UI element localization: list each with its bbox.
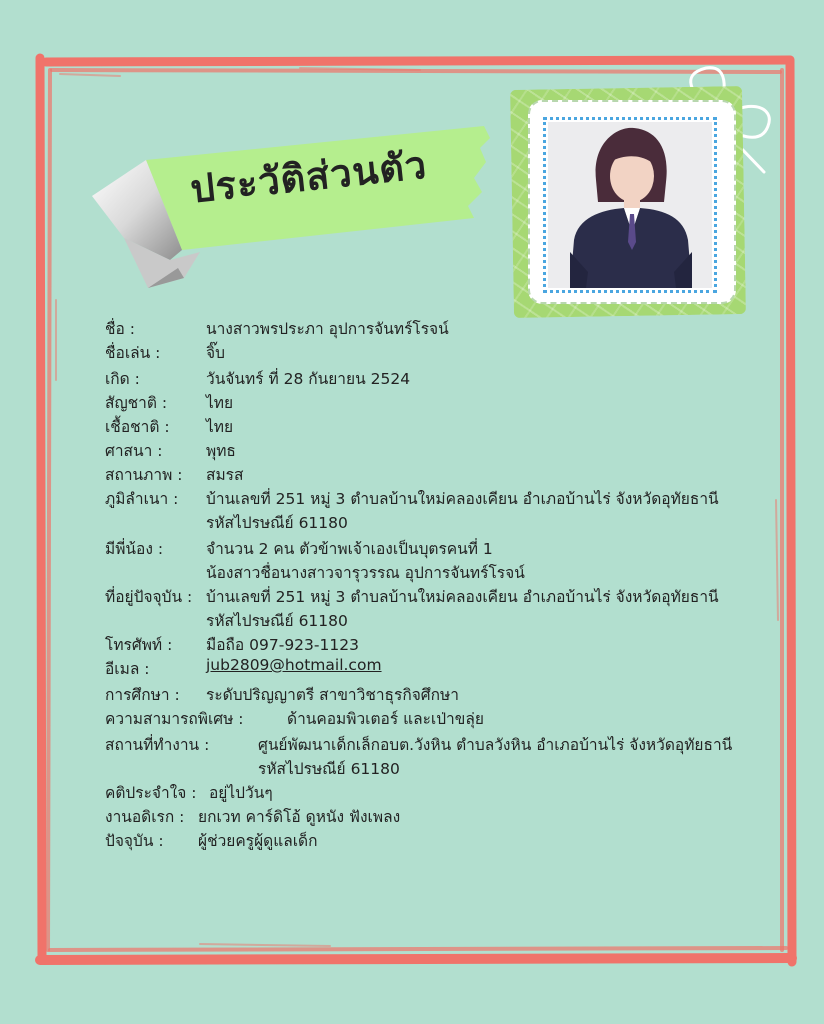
label-hometown: ภูมิลำเนา : xyxy=(105,490,179,508)
value-status: สมรส xyxy=(206,466,244,484)
value-workplace-postcode: รหัสไปรษณีย์ 61180 xyxy=(258,760,400,778)
value-hometown-postcode: รหัสไปรษณีย์ 61180 xyxy=(206,514,348,532)
label-motto: คติประจำใจ : xyxy=(105,784,197,802)
value-current-address: บ้านเลขที่ 251 หมู่ 3 ตำบลบ้านใหม่คลองเคียน อำเภอบ้านไร่ จังหวัดอุทัยธานี xyxy=(206,588,719,606)
value-siblings-detail: น้องสาวชื่อนางสาวจารุวรรณ อุปการจันทร์โรจน์ xyxy=(206,564,525,582)
label-name: ชื่อ : xyxy=(105,320,135,338)
label-email: อีเมล : xyxy=(105,660,150,678)
label-ethnicity: เชื้อชาติ : xyxy=(105,418,170,436)
label-education: การศึกษา : xyxy=(105,686,180,704)
value-ethnicity: ไทย xyxy=(206,418,234,436)
label-nickname: ชื่อเล่น : xyxy=(105,344,161,362)
value-nickname: จิ๊บ xyxy=(206,344,225,362)
value-current-postcode: รหัสไปรษณีย์ 61180 xyxy=(206,612,348,630)
label-current-job: ปัจจุบัน : xyxy=(105,832,164,850)
label-nationality: สัญชาติ : xyxy=(105,394,168,412)
value-current-job: ผู้ช่วยครูผู้ดูแลเด็ก xyxy=(198,832,318,850)
value-hometown: บ้านเลขที่ 251 หมู่ 3 ตำบลบ้านใหม่คลองเคียน อำเภอบ้านไร่ จังหวัดอุทัยธานี xyxy=(206,490,719,508)
label-religion: ศาสนา : xyxy=(105,442,163,460)
value-nationality: ไทย xyxy=(206,394,234,412)
label-siblings: มีพี่น้อง : xyxy=(105,540,164,558)
profile-photo xyxy=(548,122,712,288)
label-current-address: ที่อยู่ปัจจุบัน : xyxy=(105,588,193,606)
value-skills: ด้านคอมพิวเตอร์ และเป่าขลุ่ย xyxy=(287,710,484,728)
value-phone: มือถือ 097-923-1123 xyxy=(206,636,359,654)
value-name: นางสาวพรประภา อุปการจันทร์โรจน์ xyxy=(206,320,449,338)
value-motto: อยู่ไปวันๆ xyxy=(209,784,273,802)
value-hobbies: ยกเวท คาร์ดิโอ้ ดูหนัง ฟังเพลง xyxy=(198,808,401,826)
label-skills: ความสามารถพิเศษ : xyxy=(105,710,244,728)
label-hobbies: งานอดิเรก : xyxy=(105,808,185,826)
page-title: ประวัติส่วนตัว xyxy=(188,142,430,212)
label-birth: เกิด : xyxy=(105,370,140,388)
value-workplace: ศูนย์พัฒนาเด็กเล็กอบต.วังหิน ตำบลวังหิน อำเภอบ้านไร่ จังหวัดอุทัยธานี xyxy=(258,736,733,754)
label-phone: โทรศัพท์ : xyxy=(105,636,173,654)
email-link[interactable]: jub2809@hotmail.com xyxy=(206,656,382,674)
value-siblings: จำนวน 2 คน ตัวข้าพเจ้าเองเป็นบุตรคนที่ 1 xyxy=(206,540,493,558)
value-birth: วันจันทร์ ที่ 28 กันยายน 2524 xyxy=(206,370,411,388)
label-status: สถานภาพ : xyxy=(105,466,183,484)
label-workplace: สถานที่ทำงาน : xyxy=(105,736,210,754)
value-religion: พุทธ xyxy=(206,442,236,460)
value-education: ระดับปริญญาตรี สาขาวิชาธุรกิจศึกษา xyxy=(206,686,459,704)
